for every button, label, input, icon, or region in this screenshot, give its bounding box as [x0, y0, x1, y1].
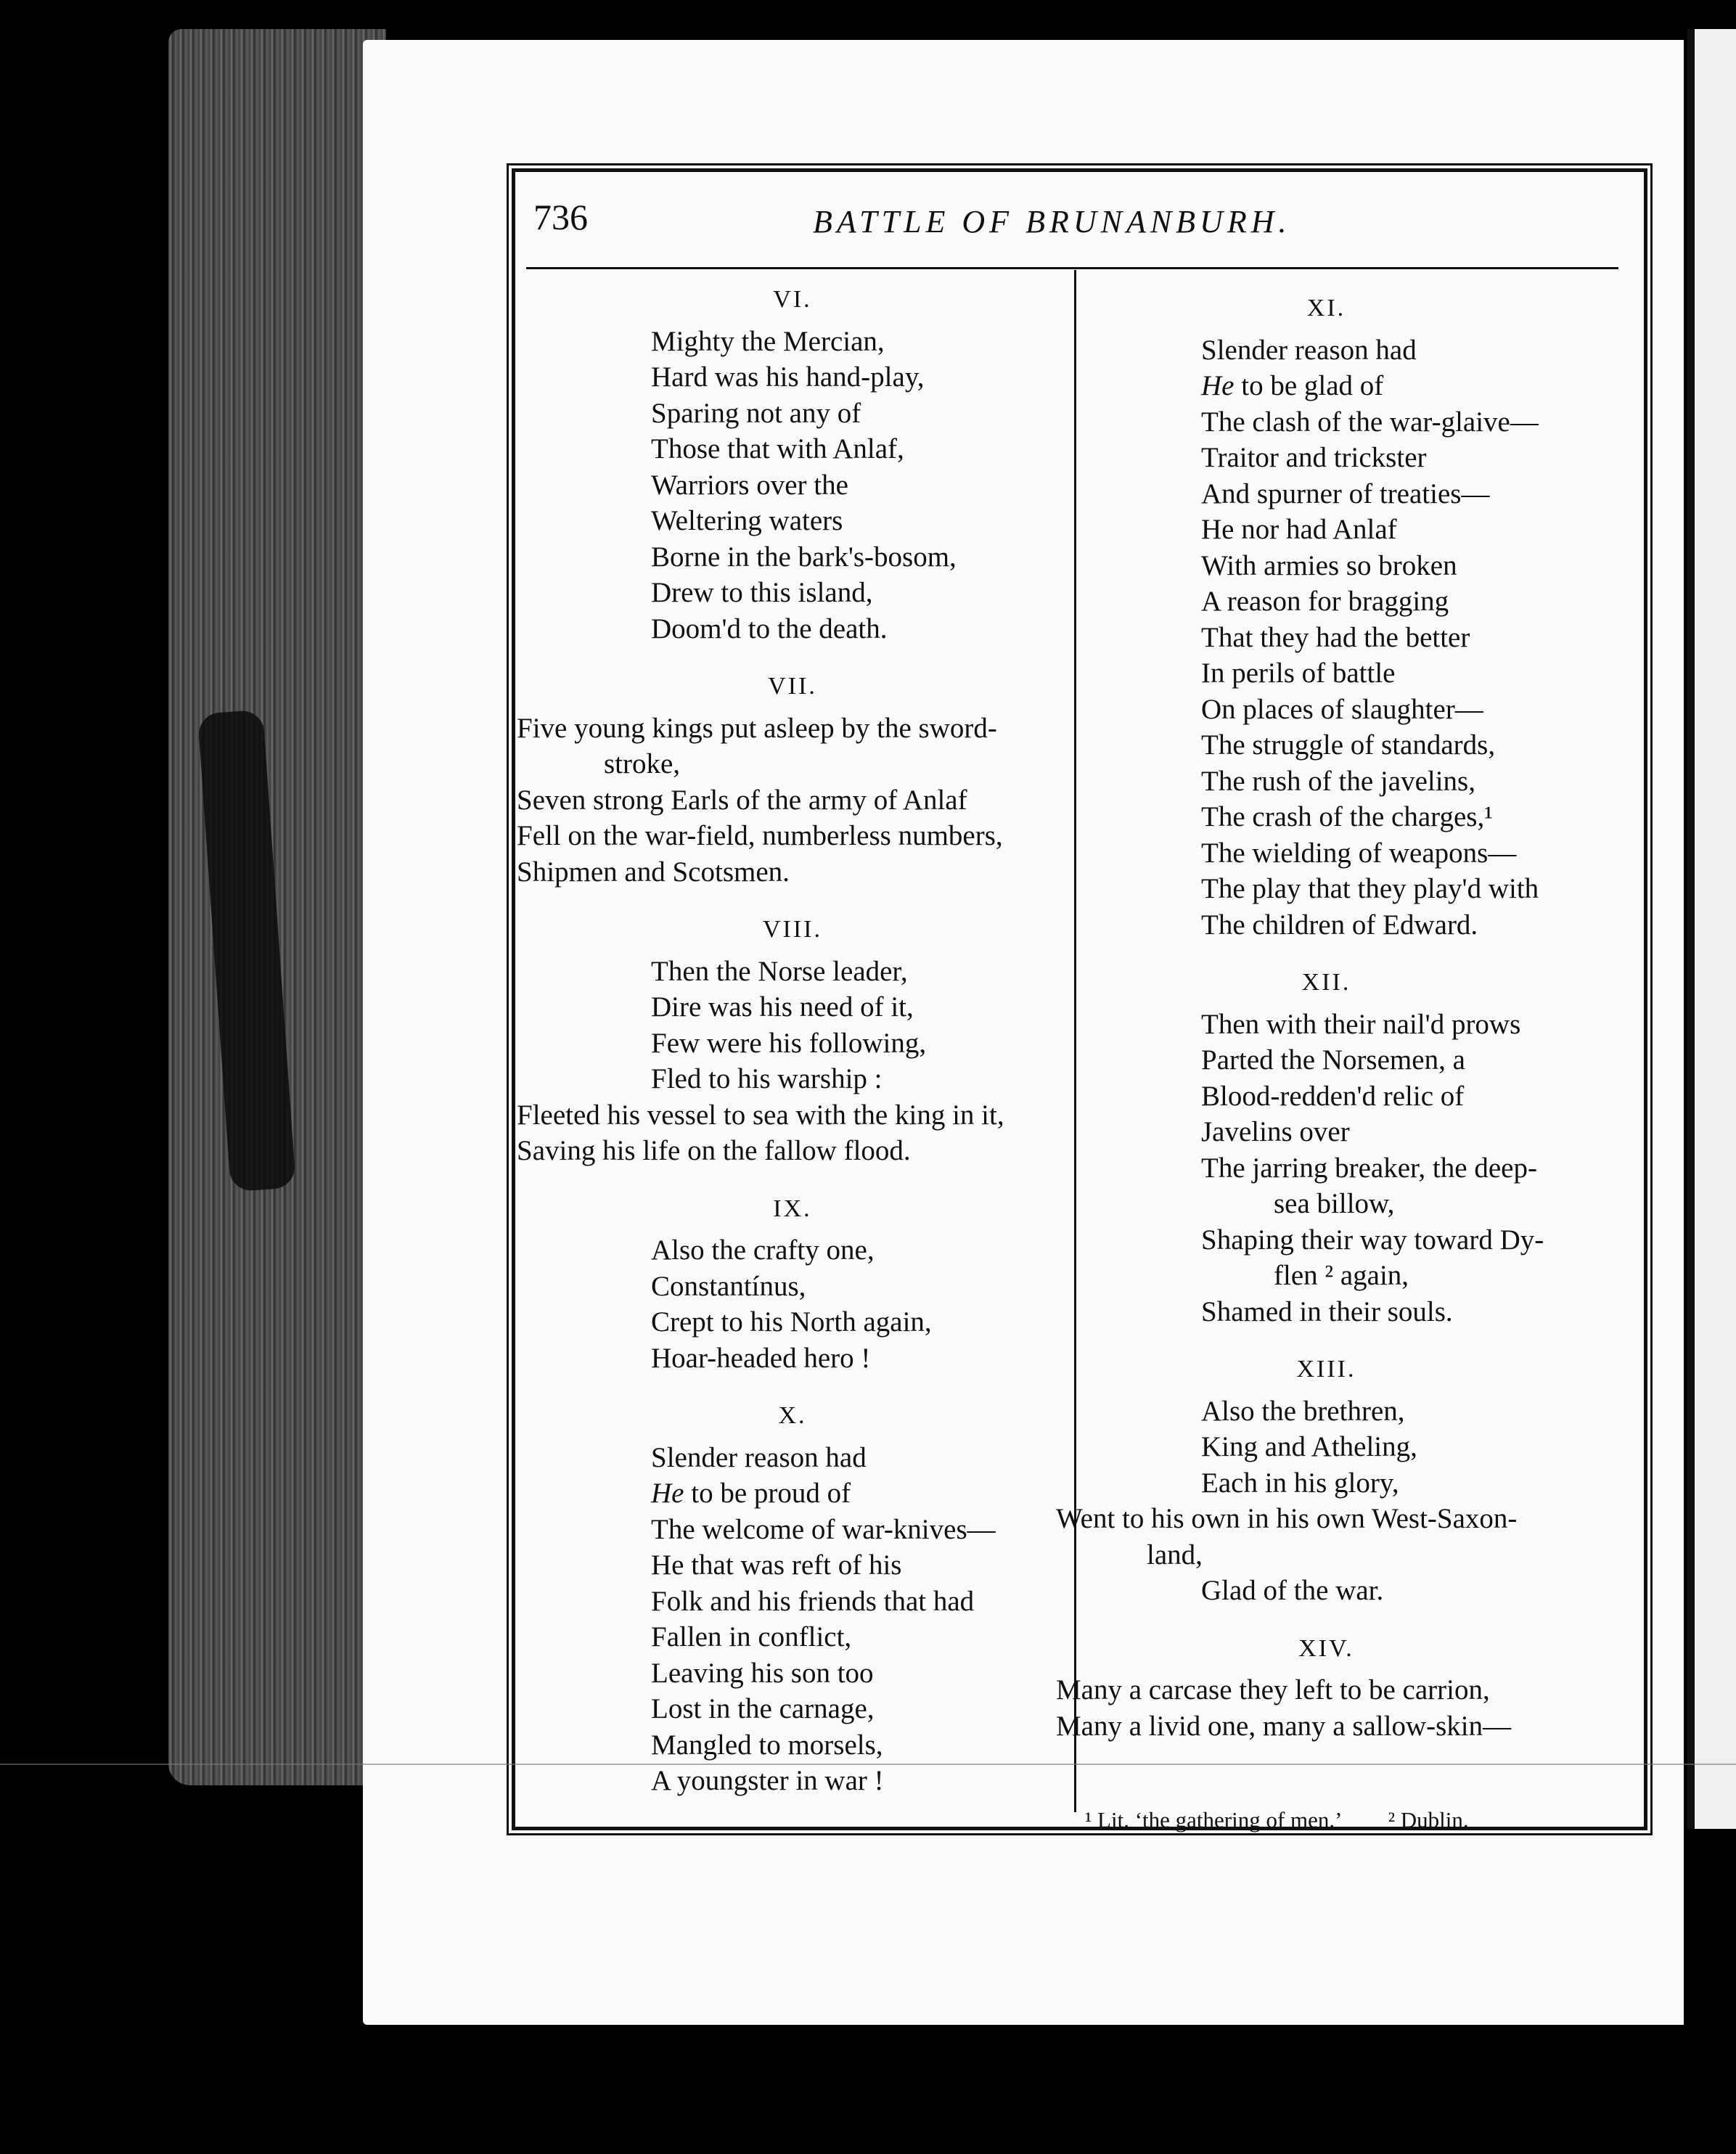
verse-line: [517, 1475, 1068, 1512]
stanza-number: XII.: [1301, 969, 1351, 996]
running-title: BATTLE OF BRUNANBURH.: [813, 204, 1291, 239]
verse-line: Lost in the carnage,: [651, 1693, 875, 1724]
verse-line-rest: to be proud of: [684, 1478, 851, 1509]
verse-line: Doom'd to the death.: [651, 613, 888, 644]
verse-line: Many a carcase they left to be carrion,: [1056, 1674, 1490, 1705]
verse-line: Constantínus,: [651, 1270, 806, 1302]
stanza-number: XIII.: [1296, 1356, 1356, 1383]
verse-line: Then with their nail'd prows: [1201, 1008, 1521, 1040]
verse-line: Each in his glory,: [1201, 1467, 1399, 1499]
verse-line: land,: [1147, 1539, 1203, 1571]
stanza-number: XI.: [1306, 295, 1346, 322]
verse-line: The struggle of standards,: [1201, 729, 1496, 761]
right-column: [1056, 290, 1597, 1766]
verse-line: And spurner of treaties—: [1201, 478, 1490, 509]
stanza-number: XIV.: [1298, 1634, 1354, 1662]
verse-line: sea billow,: [1274, 1188, 1395, 1219]
verse-line: Slender reason had: [651, 1441, 867, 1473]
verse-line: Borne in the bark's-bosom,: [651, 541, 957, 573]
verse-line: Hard was his hand-play,: [651, 361, 925, 393]
verse-line: Traitor and trickster: [1201, 442, 1427, 473]
verse-line: Warriors over the: [651, 469, 848, 501]
verse-line: The play that they play'd with: [1201, 873, 1539, 904]
verse-line: Those that with Anlaf,: [651, 433, 904, 464]
verse-line: The wielding of weapons—: [1201, 837, 1517, 869]
verse-line: A reason for bragging: [1201, 586, 1449, 617]
verse-line: With armies so broken: [1201, 549, 1457, 581]
verse-line: Fallen in conflict,: [651, 1621, 852, 1653]
verse-line: In perils of battle: [1201, 658, 1396, 689]
stanza-xiv: [1056, 1631, 1597, 1745]
verse-line: He that was reft of his: [651, 1549, 902, 1581]
stanza-vii: [517, 668, 1068, 890]
stanza-number: VI.: [773, 286, 812, 313]
verse-line: Drew to this island,: [651, 577, 873, 608]
verse-line: Seven strong Earls of the army of Anlaf: [517, 784, 967, 816]
verse-line: The children of Edward.: [1201, 909, 1478, 941]
verse-line: Mighty the Mercian,: [651, 325, 885, 357]
verse-line: Leaving his son too: [651, 1657, 874, 1689]
verse-line: The crash of the charges,¹: [1201, 801, 1493, 832]
verse-line: Then the Norse leader,: [651, 955, 908, 987]
verse-line: Many a livid one, many a sallow-skin—: [1056, 1710, 1512, 1742]
stanza-number: VII.: [768, 673, 817, 700]
verse-line: The rush of the javelins,: [1201, 765, 1475, 797]
verse-line: Blood-redden'd relic of: [1201, 1080, 1465, 1112]
verse-line: The welcome of war-knives—: [651, 1513, 996, 1545]
footnotes: [1085, 1807, 1469, 1833]
verse-line: [1056, 368, 1597, 404]
verse-line: Fell on the war-field, numberless numbers,: [517, 820, 1003, 851]
verse-line: Slender reason had: [1201, 334, 1417, 366]
stanza-viii: [517, 912, 1068, 1169]
book-spine: [168, 29, 386, 1785]
verse-line: Shipmen and Scotsmen.: [517, 856, 790, 888]
verse-line: Fled to his warship :: [651, 1063, 883, 1094]
verse-line: Crept to his North again,: [651, 1306, 932, 1338]
stanza-x: [517, 1398, 1068, 1799]
verse-line: Hoar-headed hero !: [651, 1342, 871, 1374]
verse-line: Sparing not any of: [651, 397, 861, 429]
verse-line: On places of slaughter—: [1201, 693, 1483, 725]
verse-line: Few were his following,: [651, 1027, 927, 1059]
stanza-xii: [1056, 965, 1597, 1330]
verse-line: The jarring breaker, the deep-: [1201, 1152, 1537, 1184]
verse-line: Shamed in their souls.: [1201, 1295, 1453, 1327]
verse-line: That they had the better: [1201, 621, 1470, 653]
stanza-number: X.: [778, 1402, 807, 1429]
verse-line: King and Atheling,: [1201, 1431, 1417, 1462]
stanza-number: VIII.: [762, 916, 823, 943]
footnote-1: ¹ Lit. ‘the gathering of men.’: [1085, 1807, 1341, 1832]
verse-line: Saving his life on the fallow flood.: [517, 1135, 911, 1166]
verse-line: Dire was his need of it,: [651, 991, 914, 1023]
stanza-vi: [517, 282, 1068, 647]
verse-line-rest: to be glad of: [1234, 370, 1384, 401]
verse-line: Fleeted his vessel to sea with the king in it,: [517, 1099, 1004, 1131]
verse-line: Javelins over: [1201, 1116, 1350, 1147]
verse-line: flen ² again,: [1274, 1260, 1409, 1291]
italic-word: He: [1201, 370, 1235, 401]
left-column: [517, 282, 1068, 1821]
verse-line: Mangled to morsels,: [651, 1729, 883, 1761]
verse-line: Shaping their way toward Dy-: [1201, 1224, 1544, 1256]
verse-line: The clash of the war-glaive—: [1201, 406, 1539, 438]
facing-page-edge: [1687, 29, 1736, 1829]
stanza-ix: [517, 1191, 1068, 1377]
verse-line: Also the brethren,: [1201, 1395, 1405, 1427]
stanza-number: IX.: [773, 1195, 812, 1222]
verse-line: Went to his own in his own West-Saxon-: [1056, 1503, 1518, 1534]
scan-artifact-line: [0, 1764, 1736, 1765]
stanza-xi: [1056, 290, 1597, 943]
verse-line: Folk and his friends that had: [651, 1585, 975, 1617]
verse-line: Glad of the war.: [1201, 1575, 1384, 1606]
verse-line: A youngster in war !: [651, 1765, 884, 1796]
verse-line: Parted the Norsemen, a: [1201, 1044, 1465, 1076]
page-number: 736: [533, 197, 588, 237]
verse-line: Weltering waters: [651, 505, 843, 536]
verse-line: Five young kings put asleep by the sword-: [517, 712, 997, 744]
verse-line: He nor had Anlaf: [1201, 514, 1397, 545]
verse-line: stroke,: [604, 748, 681, 779]
italic-word: He: [651, 1478, 684, 1509]
footnote-2: ² Dublin.: [1388, 1807, 1469, 1832]
stanza-xiii: [1056, 1351, 1597, 1609]
verse-line: Also the crafty one,: [651, 1234, 875, 1266]
header-rule: [526, 267, 1618, 269]
